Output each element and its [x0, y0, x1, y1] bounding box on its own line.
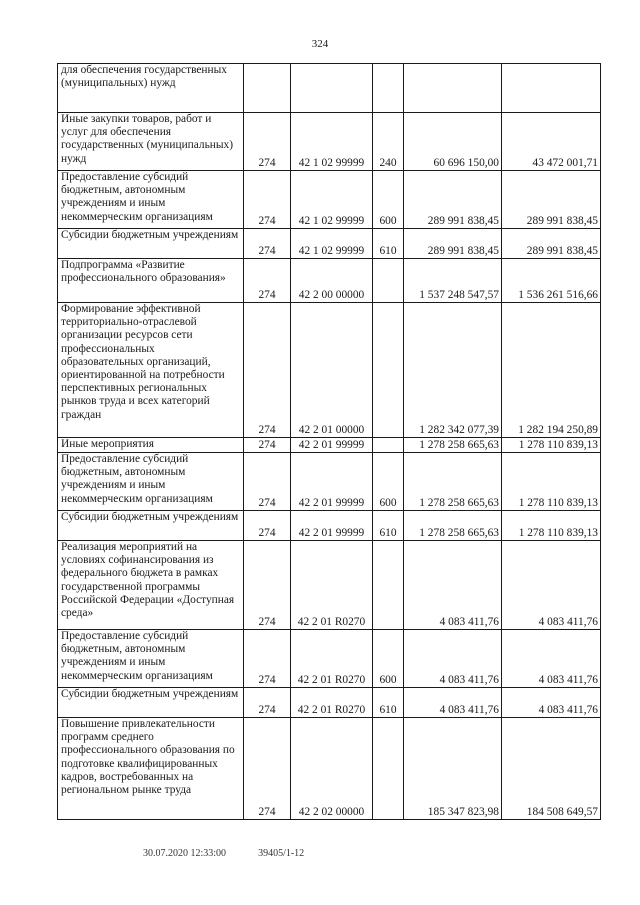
row-name: Субсидии бюджетным учреждениям [58, 688, 244, 718]
page-footer [143, 848, 304, 859]
table-row [58, 541, 601, 630]
row-name: Повышение привлекательности программ среднего профессионального образования по подготовке квалифицированных кадров, востребованных на региональном рынке труда [58, 718, 244, 820]
row-name: Реализация мероприятий на условиях софинансирования из федерального бюджета в рамках государственной программы Российской Федерации «Доступная среда» [58, 541, 244, 630]
row-sum-2: 4 083 411,76 [502, 688, 601, 718]
row-code: 274 [244, 259, 291, 303]
row-kcsr: 42 2 00 00000 [291, 259, 373, 303]
row-kcsr: 42 2 01 99999 [291, 438, 373, 453]
row-vr [373, 303, 404, 438]
row-sum-1 [404, 64, 502, 113]
row-vr [373, 541, 404, 630]
row-kcsr: 42 1 02 99999 [291, 113, 373, 171]
row-vr [373, 259, 404, 303]
table-row [58, 688, 601, 718]
row-kcsr: 42 2 01 99999 [291, 453, 373, 511]
table-row [58, 259, 601, 303]
row-name: Предоставление субсидий бюджетным, автономным учреждениям и иным некоммерческим организациям [58, 453, 244, 511]
table-row [58, 64, 601, 113]
table-row [58, 229, 601, 259]
row-sum-2 [502, 64, 601, 113]
row-code: 274 [244, 511, 291, 541]
row-vr: 610 [373, 511, 404, 541]
row-sum-2: 289 991 838,45 [502, 229, 601, 259]
row-name: Формирование эффективной территориально-отраслевой организации ресурсов сети профессиональных образовательных организаций, ориентированной на потребности перспективных региональных рынков труда и всех категорий граждан [58, 303, 244, 438]
row-sum-1: 1 278 258 665,63 [404, 453, 502, 511]
budget-table [57, 63, 601, 820]
row-sum-1: 60 696 150,00 [404, 113, 502, 171]
row-vr: 600 [373, 453, 404, 511]
row-sum-1: 1 278 258 665,63 [404, 511, 502, 541]
row-kcsr: 42 2 01 00000 [291, 303, 373, 438]
row-sum-1: 1 282 342 077,39 [404, 303, 502, 438]
row-code: 274 [244, 453, 291, 511]
row-code: 274 [244, 171, 291, 229]
row-sum-2: 43 472 001,71 [502, 113, 601, 171]
row-code: 274 [244, 688, 291, 718]
row-vr: 610 [373, 229, 404, 259]
table-row [58, 630, 601, 688]
row-sum-1: 4 083 411,76 [404, 688, 502, 718]
row-sum-2: 1 282 194 250,89 [502, 303, 601, 438]
row-vr [373, 718, 404, 820]
row-name: Иные мероприятия [58, 438, 244, 453]
row-code: 274 [244, 303, 291, 438]
row-sum-2: 184 508 649,57 [502, 718, 601, 820]
row-vr: 600 [373, 171, 404, 229]
row-kcsr: 42 1 02 99999 [291, 229, 373, 259]
table-row [58, 171, 601, 229]
table-row [58, 453, 601, 511]
footer-datetime: 30.07.2020 12:33:00 [143, 848, 227, 859]
row-code: 274 [244, 541, 291, 630]
table-row [58, 438, 601, 453]
row-name: Субсидии бюджетным учреждениям [58, 511, 244, 541]
row-name: для обеспечения государственных (муниципальных) нужд [58, 64, 244, 113]
row-kcsr [291, 64, 373, 113]
row-sum-2: 1 278 110 839,13 [502, 511, 601, 541]
row-sum-1: 4 083 411,76 [404, 630, 502, 688]
row-sum-1: 185 347 823,98 [404, 718, 502, 820]
row-sum-1: 1 537 248 547,57 [404, 259, 502, 303]
row-sum-1: 289 991 838,45 [404, 171, 502, 229]
row-sum-2: 1 278 110 839,13 [502, 453, 601, 511]
row-code: 274 [244, 630, 291, 688]
row-code: 274 [244, 113, 291, 171]
row-vr: 240 [373, 113, 404, 171]
row-kcsr: 42 1 02 99999 [291, 171, 373, 229]
row-sum-1: 4 083 411,76 [404, 541, 502, 630]
row-kcsr: 42 2 01 R0270 [291, 541, 373, 630]
row-kcsr: 42 2 01 R0270 [291, 688, 373, 718]
row-vr: 600 [373, 630, 404, 688]
row-name: Предоставление субсидий бюджетным, автономным учреждениям и иным некоммерческим организациям [58, 171, 244, 229]
row-code [244, 64, 291, 113]
row-vr [373, 438, 404, 453]
row-name: Подпрограмма «Развитие профессионального образования» [58, 259, 244, 303]
row-sum-1: 1 278 258 665,63 [404, 438, 502, 453]
footer-doc-id: 39405/1-12 [258, 848, 305, 859]
row-vr: 610 [373, 688, 404, 718]
row-sum-2: 4 083 411,76 [502, 630, 601, 688]
row-name: Субсидии бюджетным учреждениям [58, 229, 244, 259]
row-code: 274 [244, 229, 291, 259]
row-name: Предоставление субсидий бюджетным, автономным учреждениям и иным некоммерческим организациям [58, 630, 244, 688]
table-row [58, 113, 601, 171]
table-row [58, 718, 601, 820]
row-sum-2: 1 536 261 516,66 [502, 259, 601, 303]
row-code: 274 [244, 718, 291, 820]
row-sum-1: 289 991 838,45 [404, 229, 502, 259]
row-name: Иные закупки товаров, работ и услуг для обеспечения государственных (муниципальных) нужд [58, 113, 244, 171]
row-kcsr: 42 2 01 R0270 [291, 630, 373, 688]
row-kcsr: 42 2 01 99999 [291, 511, 373, 541]
page-number: 324 [311, 38, 329, 50]
table-row [58, 511, 601, 541]
row-sum-2: 289 991 838,45 [502, 171, 601, 229]
table-row [58, 303, 601, 438]
row-kcsr: 42 2 02 00000 [291, 718, 373, 820]
row-sum-2: 4 083 411,76 [502, 541, 601, 630]
row-code: 274 [244, 438, 291, 453]
row-sum-2: 1 278 110 839,13 [502, 438, 601, 453]
row-vr [373, 64, 404, 113]
